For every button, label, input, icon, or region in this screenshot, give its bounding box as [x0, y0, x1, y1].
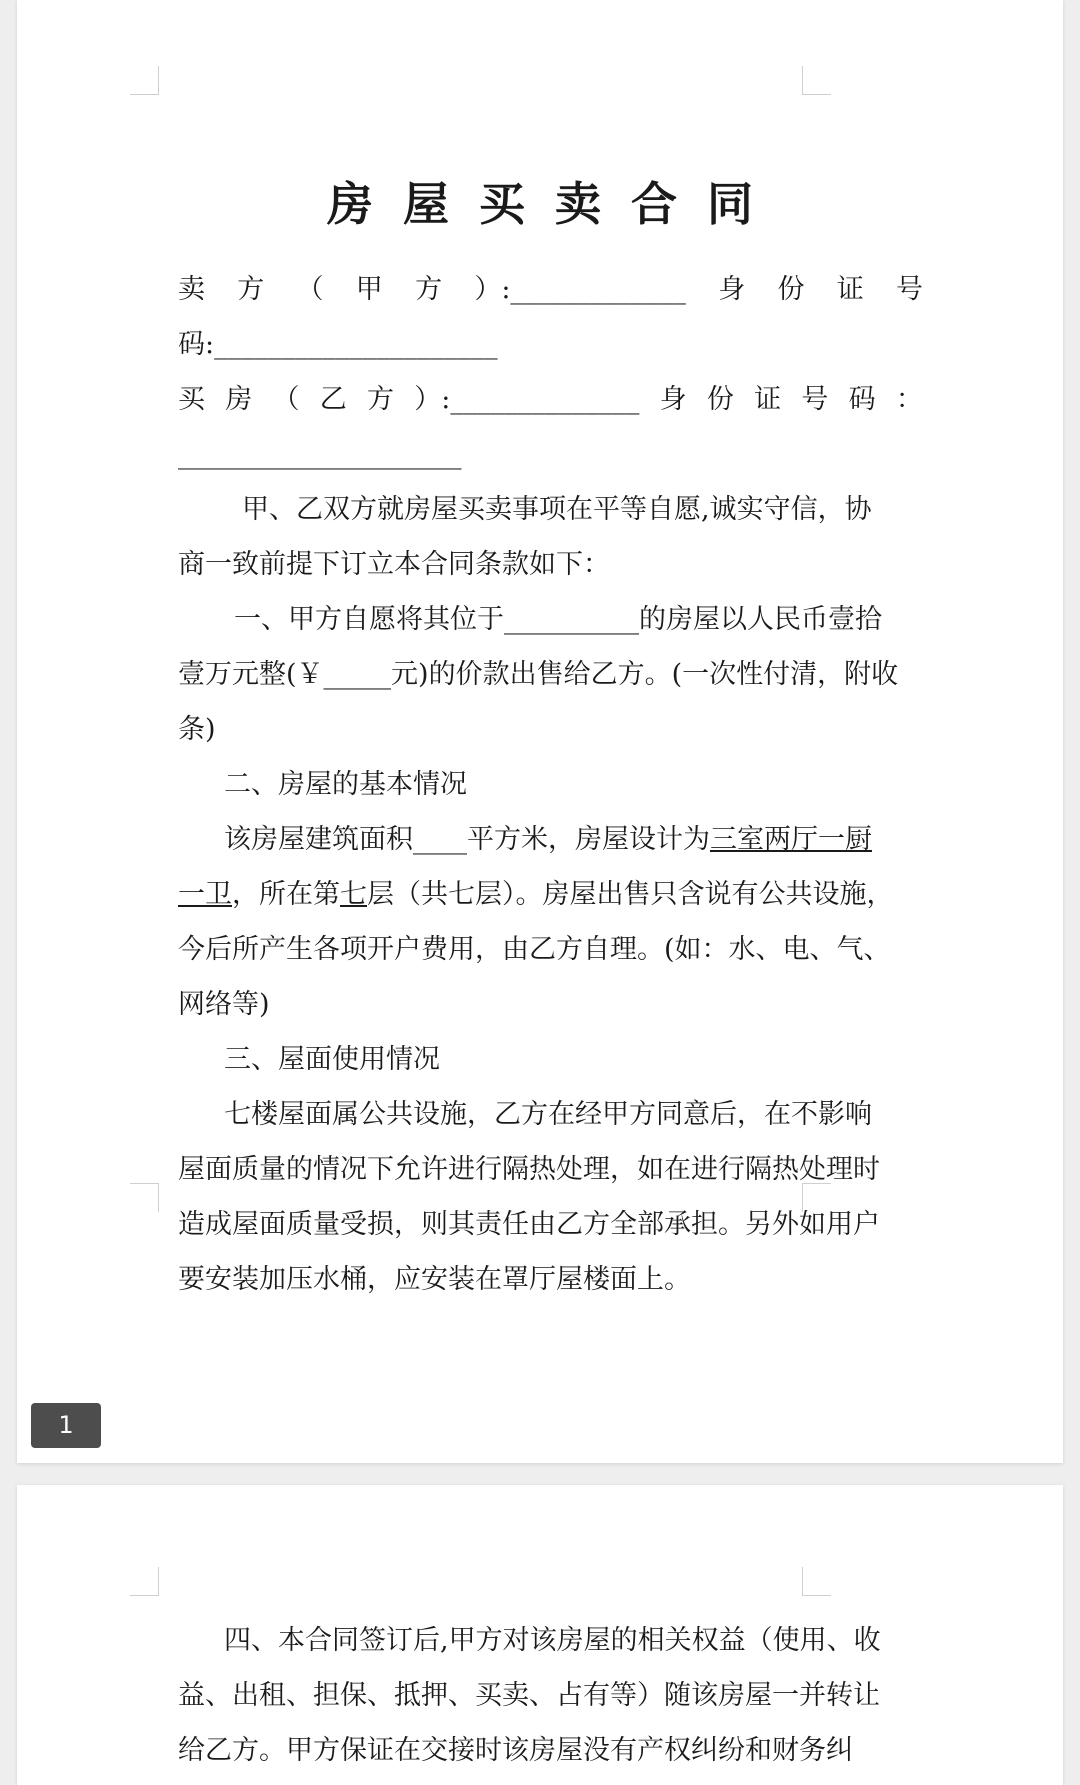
page-1-body: [178, 262, 923, 1307]
clause-2-line-4: 网络等): [178, 989, 270, 1020]
party-line-token: ：: [895, 384, 923, 415]
party-line-token: 买: [178, 384, 205, 415]
clause-1-line-2: 壹万元整(￥_____元)的价款出售给乙方。(一次性付清，附收: [178, 659, 899, 690]
party-line-token: ）:______________: [414, 384, 640, 415]
clause-4-line-3: 给乙方。甲方保证在交接时该房屋没有产权纠纷和财务纠: [178, 1735, 853, 1766]
contract-title: 房屋买卖合同: [327, 177, 783, 231]
bathroom-underlined: 一卫: [178, 879, 232, 910]
clause-2-line-3: 今后所产生各项开户费用，由乙方自理。(如：水、电、气、: [178, 934, 891, 965]
party-line-token: ）:_____________: [474, 274, 686, 305]
intro-paragraph-line-1: 甲、乙双方就房屋买卖事项在平等自愿,诚实守信，协: [242, 494, 872, 525]
clause-3-line-1: 七楼屋面属公共设施，乙方在经甲方同意后，在不影响: [224, 1099, 872, 1130]
seller-id-line: 码:_____________________: [178, 329, 498, 360]
margin-mark-top-left: [130, 66, 159, 95]
document-page-2: [17, 1485, 1063, 1785]
document-page-1: [17, 0, 1063, 1463]
clause-3-heading: 三、屋面使用情况: [224, 1044, 440, 1075]
clause-3-line-2: 屋面质量的情况下允许进行隔热处理，如在进行隔热处理时: [178, 1154, 880, 1185]
clause-4-line-1: 四、本合同签订后,甲方对该房屋的相关权益（使用、收: [224, 1625, 881, 1656]
party-line-token: 身: [718, 274, 746, 305]
party-line-token: 号: [896, 274, 923, 305]
clause-2-text: 该房屋建筑面积____平方米，房屋设计为: [224, 824, 710, 855]
clause-2-text: ，所在第: [232, 879, 340, 910]
party-line-token: （: [296, 274, 324, 305]
party-line-token: 号: [801, 384, 829, 415]
party-line-token: 身: [659, 384, 687, 415]
party-line-token: 房: [225, 384, 253, 415]
room-layout-underlined: 三室两厅一厨: [710, 824, 872, 855]
clause-2-line-1: [178, 812, 923, 867]
seller-line: [178, 262, 923, 317]
floor-underlined: 七: [340, 879, 367, 910]
page-2-body: [178, 1613, 923, 1778]
page-number-badge: 1: [31, 1403, 101, 1448]
party-line-token: 码: [848, 384, 876, 415]
party-line-token: 证: [754, 384, 782, 415]
buyer-line: [178, 372, 923, 427]
party-line-token: 卖: [178, 274, 205, 305]
party-line-token: 甲: [355, 274, 383, 305]
margin-mark-top-right: [802, 66, 831, 95]
clause-1-line-3: 条): [178, 714, 216, 745]
buyer-id-line: _____________________: [178, 439, 462, 470]
party-line-token: 份: [777, 274, 805, 305]
clause-2-heading: 二、房屋的基本情况: [224, 769, 467, 800]
clause-1-line-1: 一、甲方自愿将其位于__________的房屋以人民币壹拾: [234, 604, 882, 635]
margin-mark-bottom-left: [130, 1183, 159, 1212]
clause-4-line-2: 益、出租、担保、抵押、买卖、占有等）随该房屋一并转让: [178, 1680, 880, 1711]
party-line-token: 乙: [319, 384, 347, 415]
clause-3-line-4: 要安装加压水桶，应安装在罩厅屋楼面上。: [178, 1264, 691, 1295]
clause-3-line-3: 造成屋面质量受损，则其责任由乙方全部承担。另外如用户: [178, 1209, 880, 1240]
party-line-token: （: [272, 384, 300, 415]
intro-paragraph-line-2: 商一致前提下订立本合同条款如下：: [178, 549, 610, 580]
clause-2-line-2: [178, 867, 923, 922]
party-line-token: 方: [415, 274, 443, 305]
margin-mark-top-left: [130, 1567, 159, 1596]
party-line-token: 方: [367, 384, 394, 415]
clause-2-text: 层（共七层）。房屋出售只含说有公共设施，: [367, 879, 894, 910]
margin-mark-top-right: [802, 1567, 831, 1596]
party-line-token: 方: [237, 274, 265, 305]
party-line-token: 份: [706, 384, 734, 415]
party-line-token: 证: [836, 274, 864, 305]
